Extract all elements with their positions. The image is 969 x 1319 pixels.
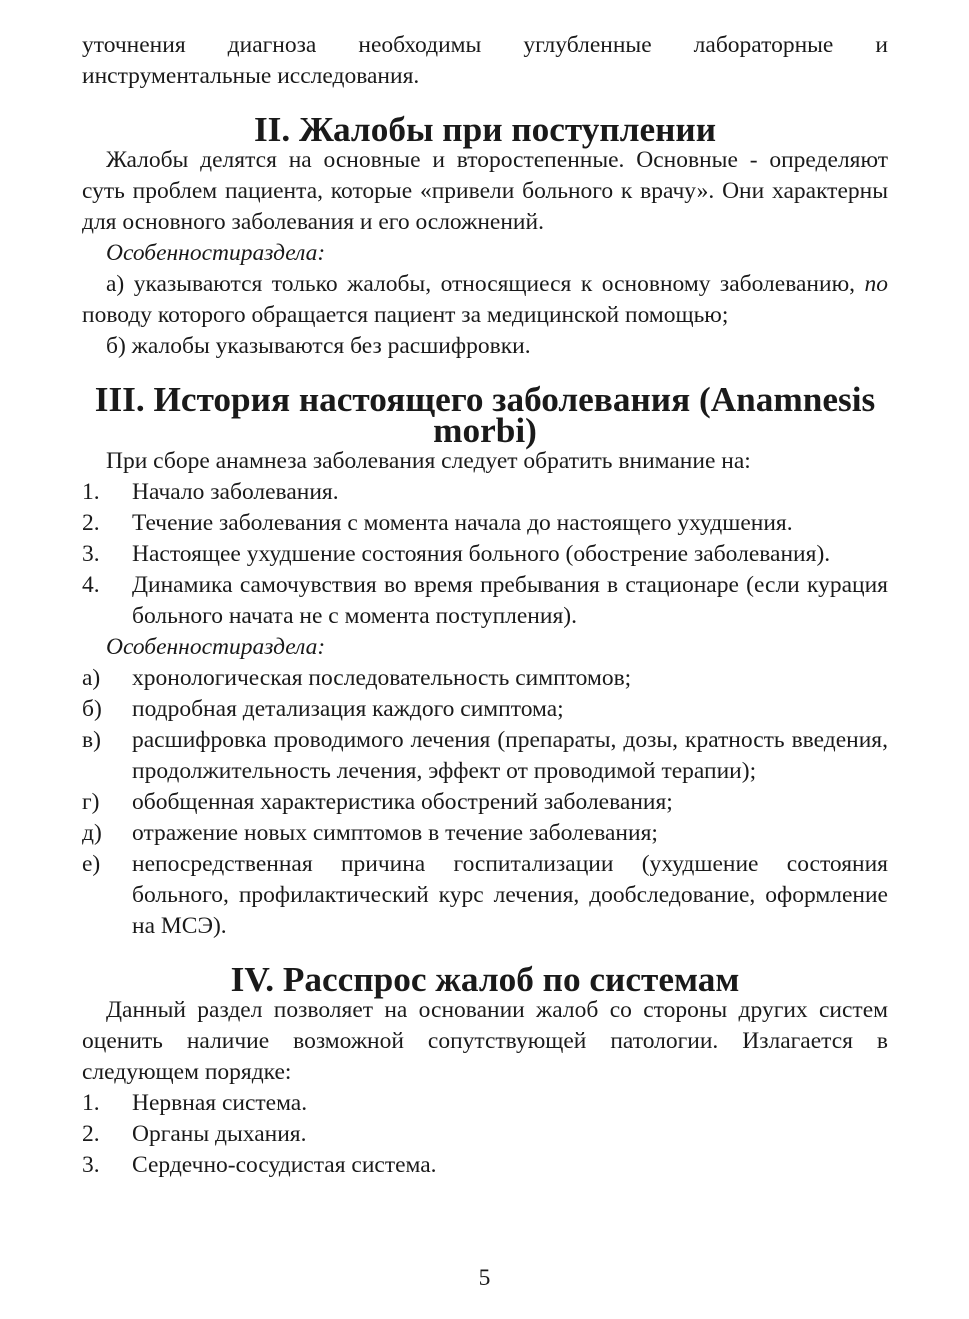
list-item [82,725,888,787]
list-item-text: хронологическая последовательность симптомов; [132,665,632,691]
list-item [82,477,888,508]
list-marker: 3. [82,1152,100,1178]
page-number: 5 [478,1265,491,1291]
item-a-text-post: поводу которого обращается пациент за медицинской помощью; [82,302,729,328]
list-item-text: непосредственная причина госпитализации (ухудшение состояния больного, профилактический курс лечения, дообследование, оформление на МСЭ). [132,851,888,939]
list-marker: 2. [82,510,100,536]
list-item-text: Настоящее ухудшение состояния больного (обострение заболевания). [132,541,831,567]
list-marker: в) [82,727,101,753]
list-marker: б) [82,696,102,722]
list-marker: 1. [82,1090,100,1116]
list-item [82,663,888,694]
section-4-heading: IV. Расспрос жалоб по системам [230,960,740,999]
intro-paragraph: уточнения диагноза необходимы углубленные лабораторные и инструментальные исследования. [82,32,888,89]
section-3-features-label: Особенностираздела: [106,634,326,660]
list-item [82,1088,888,1119]
section-2-item-a [82,269,888,331]
list-item-text: Течение заболевания с момента начала до настоящего ухудшения. [132,510,793,536]
list-marker: а) [82,665,101,691]
list-marker: 1. [82,479,100,505]
list-item-text: Сердечно-сосудистая система. [132,1152,437,1178]
section-3-numbered-list [82,477,888,632]
section-3-lettered-list [82,663,888,942]
section-2-item-b: б) жалобы указываются без расшифровки. [106,333,531,359]
list-item-text: расшифровка проводимого лечения (препараты, дозы, кратность введения, продолжительность лечения, эффект от проводимой терапии); [132,727,888,784]
list-item [82,1150,888,1181]
section-3-intro: При сборе анамнеза заболевания следует обратить внимание на: [106,448,751,474]
list-item [82,539,888,570]
list-item [82,508,888,539]
section-2-heading: II. Жалобы при поступлении [253,110,717,149]
document-page [82,30,888,1181]
item-a-text-pre: а) указываются только жалобы, относящиеся к основному заболеванию, [106,271,865,297]
list-item [82,1119,888,1150]
list-item [82,818,888,849]
section-2-features-label: Особенностираздела: [106,240,326,266]
list-marker: г) [82,789,100,815]
list-item [82,787,888,818]
list-item [82,694,888,725]
list-item-text: отражение новых симптомов в течение заболевания; [132,820,658,846]
list-item-text: Динамика самочувствия во время пребывания в стационаре (если курация больного начата не с момента поступления). [132,572,888,629]
section-3-heading: III. История настоящего заболевания (Anamnesis morbi) [94,380,876,450]
list-item-text: подробная детализация каждого симптома; [132,696,564,722]
list-item-text: обобщенная характеристика обострений заболевания; [132,789,673,815]
list-marker: д) [82,820,102,846]
list-marker: е) [82,851,101,877]
list-item-text: Нервная система. [132,1090,308,1116]
list-marker: 4. [82,572,100,598]
section-4-paragraph: Данный раздел позволяет на основании жалоб со стороны других систем оценить наличие возможной сопутствующей патологии. Излагается в следующем порядке: [82,997,888,1085]
section-2-paragraph: Жалобы делятся на основные и второстепенные. Основные - определяют суть проблем пациента, которые «привели больного к врачу». Они характерны для основного заболевания и его осложнений. [82,147,888,235]
section-4-numbered-list [82,1088,888,1181]
list-marker: 3. [82,541,100,567]
list-marker: 2. [82,1121,100,1147]
item-a-text-italic: по [864,271,888,297]
list-item [82,570,888,632]
list-item [82,849,888,942]
list-item-text: Начало заболевания. [132,479,339,505]
list-item-text: Органы дыхания. [132,1121,307,1147]
